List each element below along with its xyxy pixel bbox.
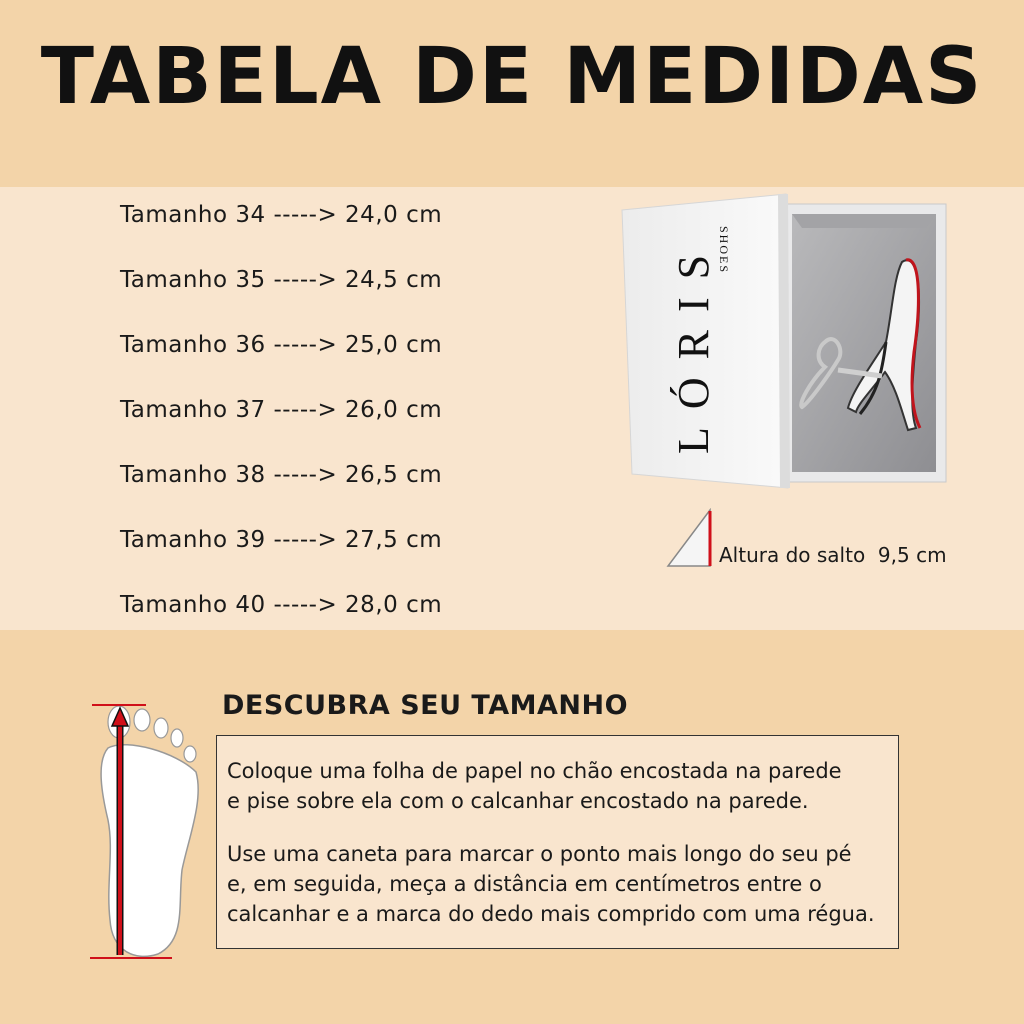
size-row — [120, 397, 442, 423]
heel-height-text — [719, 543, 947, 567]
foot-measure-icon — [86, 700, 206, 962]
size-row — [120, 462, 442, 488]
heel-height-label: Altura do salto — [719, 543, 866, 567]
size-label: Tamanho 37 — [120, 397, 266, 423]
size-row — [120, 332, 442, 358]
size-arrow: -----> — [273, 332, 338, 358]
size-value: 26,5 cm — [345, 462, 443, 488]
heel-height-value: 9,5 cm — [877, 543, 947, 567]
size-value: 28,0 cm — [345, 592, 443, 618]
page-title: TABELA DE MEDIDAS — [40, 32, 984, 122]
size-label: Tamanho 40 — [120, 592, 266, 618]
size-row — [120, 527, 442, 553]
size-arrow: -----> — [273, 202, 338, 228]
size-value: 24,5 cm — [345, 267, 443, 293]
size-value: 27,5 cm — [345, 527, 443, 553]
size-label: Tamanho 39 — [120, 527, 266, 553]
size-arrow: -----> — [273, 462, 338, 488]
brand-name: LÓRIS — [669, 236, 718, 454]
size-label: Tamanho 34 — [120, 202, 266, 228]
size-arrow: -----> — [273, 592, 338, 618]
instructions-box — [216, 735, 899, 949]
brand-sub: SHOES — [717, 226, 731, 275]
heel-height-icon — [666, 508, 714, 568]
size-row — [120, 592, 442, 618]
size-row — [120, 267, 442, 293]
instruction-paragraph: Coloque uma folha de papel no chão encostada na parede e pise sobre ela com o calcanhar encostado na parede. — [227, 759, 842, 813]
size-label: Tamanho 35 — [120, 267, 266, 293]
size-arrow: -----> — [273, 527, 338, 553]
guide-title: DESCUBRA SEU TAMANHO — [222, 690, 629, 721]
size-arrow: -----> — [273, 397, 338, 423]
size-row — [120, 202, 442, 228]
size-value: 24,0 cm — [345, 202, 443, 228]
size-label: Tamanho 36 — [120, 332, 266, 358]
size-arrow: -----> — [273, 267, 338, 293]
size-value: 25,0 cm — [345, 332, 443, 358]
size-label: Tamanho 38 — [120, 462, 266, 488]
shoe-box-image — [620, 192, 950, 492]
instruction-paragraph: Use uma caneta para marcar o ponto mais longo do seu pé e, em seguida, meça a distância em centímetros entre o calcanhar e a marca do dedo mais comprido com uma régua. — [227, 842, 875, 926]
size-value: 26,0 cm — [345, 397, 443, 423]
